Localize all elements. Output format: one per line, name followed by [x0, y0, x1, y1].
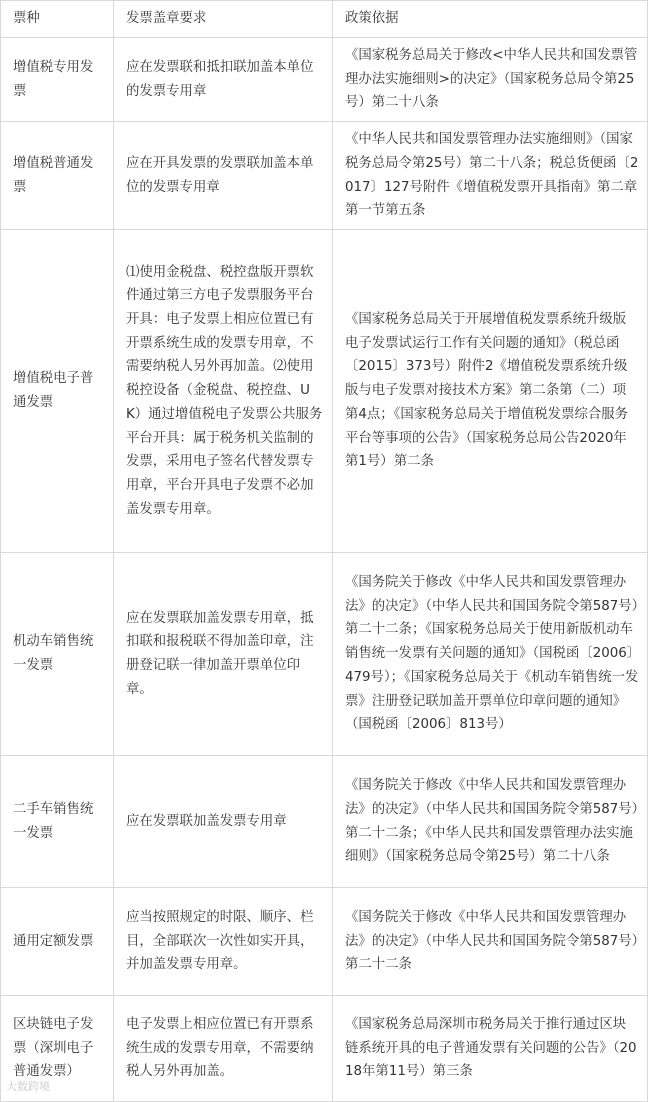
cell-policy-basis: 《国家税务总局关于修改<中华人民共和国发票管理办法实施细则>的决定》（国家税务总局令第25号）第二十八条	[333, 38, 648, 122]
cell-stamp-requirement: 应在发票联加盖发票专用章	[114, 756, 333, 888]
cell-policy-basis: 《国家税务总局深圳市税务局关于推行通过区块链系统开具的电子普通发票有关问题的公告》（2018年第11号）第三条	[333, 996, 648, 1102]
table-row	[1, 756, 648, 888]
cell-stamp-requirement: 应在发票联加盖发票专用章，抵扣联和报税联不得加盖印章，注册登记联一律加盖开票单位印章。	[114, 553, 333, 756]
table-row	[1, 996, 648, 1102]
cell-stamp-requirement: ⑴使用金税盘、税控盘版开票软件通过第三方电子发票服务平台开具：电子发票上相应位置已有开票系统生成的发票专用章，不需要纳税人另外再加盖。⑵使用税控设备（金税盘、税控盘、UK）通过增值税电子发票公共服务平台开具：属于税务机关监制的发票，采用电子签名代替发票专用章，平台开具电子发票不必加盖发票专用章。	[114, 230, 333, 553]
table-row	[1, 553, 648, 756]
watermark-text: 大数跨境	[6, 1080, 50, 1093]
header-stamp-requirement: 发票盖章要求	[114, 1, 333, 38]
cell-policy-basis: 《国务院关于修改《中华人民共和国发票管理办法》的决定》（中华人民共和国国务院令第587号）第二十二条；《国家税务总局关于使用新版机动车销售统一发票有关问题的通知》（国税函〔2006〕479号）；《国家税务总局关于《机动车销售统一发票》注册登记联加盖开票单位印章问题的通知》（国税函〔2006〕813号）	[333, 553, 648, 756]
cell-policy-basis: 《国务院关于修改《中华人民共和国发票管理办法》的决定》（中华人民共和国国务院令第587号）第二十二条	[333, 888, 648, 996]
cell-policy-basis: 《国务院关于修改《中华人民共和国发票管理办法》的决定》（中华人民共和国国务院令第587号）第二十二条；《中华人民共和国发票管理办法实施细则》（国家税务总局令第25号）第二十八条	[333, 756, 648, 888]
cell-policy-basis: 《国家税务总局关于开展增值税发票系统升级版电子发票试运行工作有关问题的通知》（税总函〔2015〕373号）附件2《增值税发票系统升级版与电子发票对接技术方案》第二条第（二）项第4点；《国家税务总局关于增值税发票综合服务平台等事项的公告》（国家税务总局公告2020年第1号）第二条	[333, 230, 648, 553]
cell-invoice-type: 二手车销售统一发票	[1, 756, 114, 888]
table-row	[1, 888, 648, 996]
cell-invoice-type: 增值税电子普通发票	[1, 230, 114, 553]
cell-stamp-requirement: 应在开具发票的发票联加盖本单位的发票专用章	[114, 122, 333, 230]
cell-invoice-type: 增值税专用发票	[1, 38, 114, 122]
cell-policy-basis: 《中华人民共和国发票管理办法实施细则》（国家税务总局令第25号）第二十八条；税总货便函〔2017〕127号附件《增值税发票开具指南》第二章第一节第五条	[333, 122, 648, 230]
table-header-row	[1, 1, 648, 38]
cell-stamp-requirement: 应当按照规定的时限、顺序、栏目，全部联次一次性如实开具，并加盖发票专用章。	[114, 888, 333, 996]
cell-stamp-requirement: 应在发票联和抵扣联加盖本单位的发票专用章	[114, 38, 333, 122]
table-row	[1, 38, 648, 122]
cell-invoice-type: 机动车销售统一发票	[1, 553, 114, 756]
table-row	[1, 230, 648, 553]
cell-stamp-requirement: 电子发票上相应位置已有开票系统生成的发票专用章，不需要纳税人另外再加盖。	[114, 996, 333, 1102]
cell-invoice-type: 通用定额发票	[1, 888, 114, 996]
header-policy-basis: 政策依据	[333, 1, 648, 38]
header-invoice-type: 票种	[1, 1, 114, 38]
table-row	[1, 122, 648, 230]
cell-invoice-type: 区块链电子发票（深圳电子普通发票）	[1, 996, 114, 1102]
cell-invoice-type: 增值税普通发票	[1, 122, 114, 230]
